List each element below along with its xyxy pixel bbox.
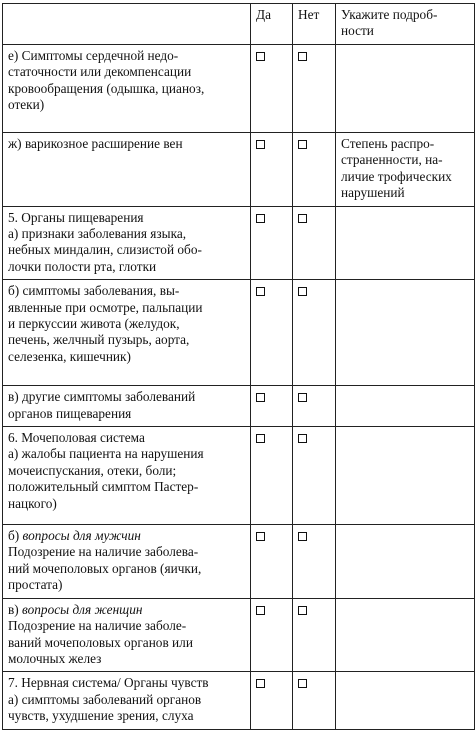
details-cell[interactable] bbox=[336, 45, 475, 133]
header-details-line: ности bbox=[341, 23, 374, 39]
table-row bbox=[3, 45, 475, 133]
question-text-line: Подозрение на наличие заболева- bbox=[8, 544, 199, 560]
question-cell bbox=[3, 206, 251, 280]
yes-cell bbox=[251, 45, 293, 133]
question-text-line: мочеиспускания, отеки, боли; bbox=[8, 462, 177, 478]
question-italic-label: вопросы для женщин bbox=[22, 601, 143, 617]
table-row bbox=[3, 206, 475, 280]
no-cell bbox=[293, 672, 336, 729]
header-details bbox=[336, 4, 475, 45]
question-text-line: а) жалобы пациента на нарушения bbox=[8, 446, 204, 462]
details-cell[interactable] bbox=[336, 280, 475, 386]
yes-checkbox[interactable] bbox=[256, 679, 265, 688]
details-cell[interactable] bbox=[336, 672, 475, 729]
question-text-line: статочности или декомпенсации bbox=[8, 64, 192, 80]
yes-checkbox[interactable] bbox=[256, 532, 265, 541]
question-prefix: б) bbox=[8, 528, 23, 544]
table-row bbox=[3, 133, 475, 207]
question-cell bbox=[3, 672, 251, 729]
yes-cell bbox=[251, 280, 293, 386]
no-cell bbox=[293, 45, 336, 133]
yes-checkbox[interactable] bbox=[256, 434, 265, 443]
no-cell bbox=[293, 280, 336, 386]
yes-cell bbox=[251, 133, 293, 207]
yes-checkbox[interactable] bbox=[256, 52, 265, 61]
no-checkbox[interactable] bbox=[298, 434, 307, 443]
no-checkbox[interactable] bbox=[298, 287, 307, 296]
details-cell[interactable] bbox=[336, 598, 475, 672]
question-text-line: простата) bbox=[8, 577, 63, 593]
question-text-line: лочки полости рта, глотки bbox=[8, 258, 157, 274]
question-cell bbox=[3, 133, 251, 207]
table-row bbox=[3, 280, 475, 386]
question-text-line: селезенка, кишечник) bbox=[8, 348, 131, 364]
question-text-line: е) Симптомы сердечной недо- bbox=[8, 48, 179, 63]
question-text-line: ж) варикозное расширение вен bbox=[8, 136, 183, 151]
questionnaire-table bbox=[2, 3, 475, 730]
question-text-line: кровообращения (одышка, цианоз, bbox=[8, 80, 205, 96]
question-cell bbox=[3, 280, 251, 386]
yes-cell bbox=[251, 206, 293, 280]
question-text-line: органов пищеварения bbox=[8, 405, 132, 421]
question-text-line: а) признаки заболевания языка, bbox=[8, 226, 187, 242]
details-cell[interactable] bbox=[336, 206, 475, 280]
header-no: Нет bbox=[293, 4, 336, 45]
yes-checkbox[interactable] bbox=[256, 140, 265, 149]
details-text-line: Степень распро- bbox=[341, 136, 435, 151]
header-question bbox=[3, 4, 251, 45]
no-checkbox[interactable] bbox=[298, 679, 307, 688]
table-row bbox=[3, 525, 475, 599]
question-heading bbox=[8, 602, 246, 618]
table-row bbox=[3, 427, 475, 525]
yes-cell bbox=[251, 672, 293, 729]
yes-cell bbox=[251, 525, 293, 599]
details-text-line: личие трофических bbox=[341, 168, 452, 184]
no-checkbox[interactable] bbox=[298, 606, 307, 615]
question-cell bbox=[3, 525, 251, 599]
question-text-line: Подозрение на наличие заболе- bbox=[8, 618, 187, 634]
question-text-line: нацкого) bbox=[8, 495, 57, 511]
question-italic-label: вопросы для мужчин bbox=[22, 528, 141, 544]
no-checkbox[interactable] bbox=[298, 52, 307, 61]
no-cell bbox=[293, 133, 336, 207]
yes-checkbox[interactable] bbox=[256, 606, 265, 615]
details-cell[interactable] bbox=[336, 427, 475, 525]
question-text-line: положительный симптом Пастер- bbox=[8, 479, 199, 495]
table-row bbox=[3, 386, 475, 427]
question-text-line: 6. Мочеполовая система bbox=[8, 430, 145, 446]
no-cell bbox=[293, 386, 336, 427]
yes-checkbox[interactable] bbox=[256, 287, 265, 296]
details-text-line: нарушений bbox=[341, 185, 405, 201]
header-row bbox=[3, 4, 475, 45]
yes-checkbox[interactable] bbox=[256, 393, 265, 402]
table-row bbox=[3, 598, 475, 672]
question-cell bbox=[3, 427, 251, 525]
yes-cell bbox=[251, 386, 293, 427]
details-text-line: страненности, на- bbox=[341, 152, 443, 168]
question-heading bbox=[8, 528, 246, 544]
question-text-line: печень, желчный пузырь, аорта, bbox=[8, 332, 190, 348]
no-cell bbox=[293, 598, 336, 672]
details-cell[interactable] bbox=[336, 525, 475, 599]
question-text-line: и перкуссии живота (желудок, bbox=[8, 316, 180, 332]
question-text-line: 5. Органы пищеварения bbox=[8, 209, 144, 225]
no-cell bbox=[293, 206, 336, 280]
question-text-line: ваний мочеполовых органов или bbox=[8, 634, 193, 650]
question-text-line: а) симптомы заболеваний органов bbox=[8, 691, 202, 707]
yes-cell bbox=[251, 427, 293, 525]
details-cell[interactable] bbox=[336, 386, 475, 427]
question-text-line: чувств, ухудшение зрения, слуха bbox=[8, 708, 194, 724]
question-text-line: явленные при осмотре, пальпации bbox=[8, 299, 203, 315]
no-checkbox[interactable] bbox=[298, 140, 307, 149]
yes-checkbox[interactable] bbox=[256, 214, 265, 223]
question-text-line: б) симптомы заболевания, вы- bbox=[8, 283, 180, 299]
question-text-line: отеки) bbox=[8, 97, 45, 113]
question-cell bbox=[3, 386, 251, 427]
question-prefix: в) bbox=[8, 601, 23, 617]
table-row bbox=[3, 672, 475, 729]
yes-cell bbox=[251, 598, 293, 672]
no-checkbox[interactable] bbox=[298, 393, 307, 402]
no-cell bbox=[293, 427, 336, 525]
question-cell bbox=[3, 598, 251, 672]
no-checkbox[interactable] bbox=[298, 214, 307, 223]
no-cell bbox=[293, 525, 336, 599]
header-details-line: Укажите подроб- bbox=[341, 7, 438, 22]
question-text-line: небных миндалин, слизистой обо- bbox=[8, 242, 202, 258]
question-cell bbox=[3, 45, 251, 133]
question-text-line: в) другие симптомы заболеваний bbox=[8, 389, 196, 405]
question-text-line: молочных желез bbox=[8, 650, 102, 666]
details-cell[interactable] bbox=[336, 133, 475, 207]
question-text-line: 7. Нервная система/ Органы чувств bbox=[8, 675, 209, 691]
no-checkbox[interactable] bbox=[298, 532, 307, 541]
question-text-line: ний мочеполовых органов (яички, bbox=[8, 560, 202, 576]
header-yes: Да bbox=[251, 4, 293, 45]
